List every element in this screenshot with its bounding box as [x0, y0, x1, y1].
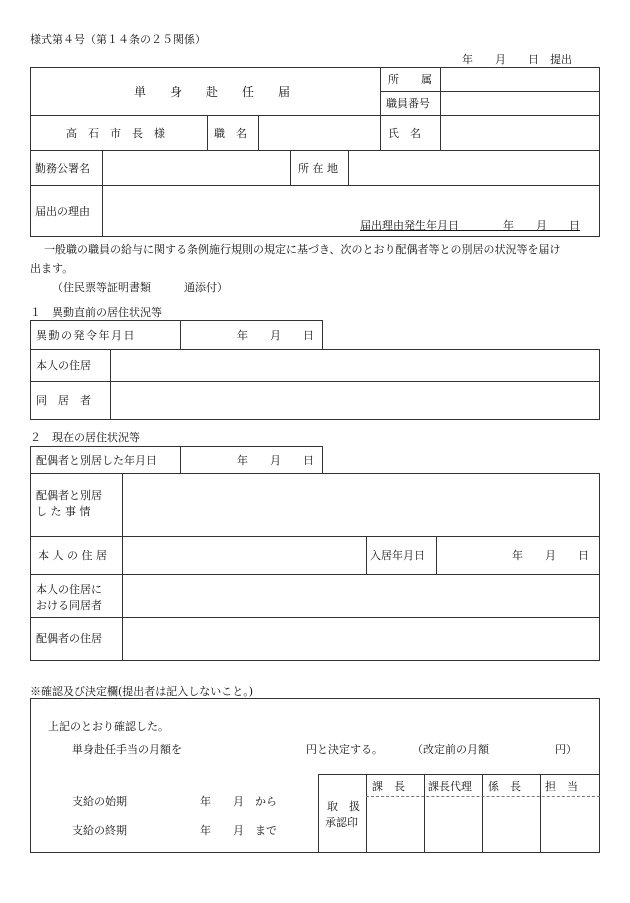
addressee: 高 石 市 長 様 — [66, 127, 165, 140]
form-title: 単 身 赴 任 届 — [134, 85, 291, 99]
stamp-header-subsection-chief: 係 長 — [488, 780, 521, 793]
stamp-cell-section-chief[interactable] — [368, 799, 422, 851]
separation-date-value[interactable]: 年 月 日 — [237, 454, 314, 467]
stamp-header-deputy-chief: 課長代理 — [428, 780, 472, 793]
location-field[interactable] — [350, 155, 596, 181]
current-own-residence-field[interactable] — [124, 540, 362, 570]
section-1-heading: １ 異動直前の居住状況等 — [30, 306, 162, 319]
stamp-header-staff: 担 当 — [545, 780, 578, 793]
separation-date-label: 配偶者と別居した年月日 — [36, 454, 157, 467]
spouse-residence-field[interactable] — [124, 621, 596, 657]
spouse-residence-label: 配偶者の住居 — [36, 632, 102, 645]
affiliation-field[interactable] — [442, 72, 596, 89]
separation-reason-label-1: 配偶者と別居 — [36, 489, 102, 502]
stamp-header-section-chief: 課 長 — [372, 780, 405, 793]
current-cohabitants-label-2: おける同居者 — [36, 599, 102, 612]
form-number: 様式第４号（第１４条の２５関係） — [30, 33, 206, 46]
move-in-date-value[interactable]: 年 月 日 — [512, 549, 589, 562]
name-field[interactable] — [442, 120, 596, 146]
order-date-label: 異動の発令年月日 — [36, 329, 136, 342]
reason-label: 届出の理由 — [35, 205, 90, 218]
pre-cohabitants-label: 同 居 者 — [36, 394, 91, 407]
staff-number-label: 職員番号 — [386, 97, 430, 110]
decided-text: 円と決定する。 — [306, 743, 383, 756]
stamp-cell-staff[interactable] — [542, 799, 598, 851]
pre-cohabitants-field[interactable] — [112, 385, 596, 415]
reason-occurrence-date: 届出理由発生年月日 年 月 日 — [360, 219, 580, 232]
allowance-amount-field[interactable] — [200, 740, 300, 758]
name-label: 氏 名 — [388, 127, 421, 140]
position-field[interactable] — [260, 120, 376, 146]
pre-own-residence-label: 本人の住居 — [36, 359, 91, 372]
statement-line-1: 一般職の職員の給与に関する条例施行規則の規定に基づき、次のとおり配偶者等との別居の状況等を届け — [44, 243, 561, 256]
before-revision-amount: （改定前の月額 円） — [412, 743, 577, 756]
confirmation-heading: ※確認及び決定欄(提出者は記入しないこと。) — [30, 685, 254, 698]
office-field[interactable] — [104, 155, 286, 181]
separation-reason-field[interactable] — [124, 477, 596, 532]
move-in-date-label: 入居年月日 — [370, 549, 425, 562]
current-cohabitants-label-1: 本人の住居に — [36, 583, 102, 596]
end-label: 支給の終期 — [72, 824, 127, 837]
pre-own-residence-field[interactable] — [112, 352, 596, 378]
start-value[interactable]: 年 月 から — [200, 795, 277, 808]
submission-date: 年 月 日 提出 — [462, 53, 572, 66]
current-cohabitants-field[interactable] — [124, 578, 596, 613]
office-label: 勤務公署名 — [35, 162, 90, 175]
attachment-note: （住民票等証明書類 通添付） — [52, 281, 228, 294]
section-2-heading: ２ 現在の居住状況等 — [30, 431, 140, 444]
start-label: 支給の始期 — [72, 795, 127, 808]
confirmed-text: 上記のとおり確認した。 — [48, 720, 169, 733]
order-date-value[interactable]: 年 月 日 — [237, 329, 314, 342]
staff-number-field[interactable] — [442, 95, 596, 112]
position-label: 職 名 — [214, 127, 247, 140]
reason-field[interactable] — [104, 189, 594, 215]
allowance-label: 単身赴任手当の月額を — [72, 743, 182, 756]
affiliation-label: 所 属 — [388, 73, 432, 86]
approval-label-1: 取 扱 — [327, 800, 360, 813]
stamp-cell-subsection-chief[interactable] — [484, 799, 538, 851]
location-label: 所 在 地 — [298, 162, 338, 175]
separation-reason-label-2: し た 事 情 — [36, 505, 91, 518]
statement-line-2: 出ます。 — [30, 262, 74, 275]
approval-label-2: 承認印 — [325, 816, 358, 829]
current-own-residence-label: 本 人 の 住 居 — [38, 549, 107, 562]
end-value[interactable]: 年 月 まで — [200, 824, 277, 837]
stamp-cell-deputy-chief[interactable] — [426, 799, 480, 851]
